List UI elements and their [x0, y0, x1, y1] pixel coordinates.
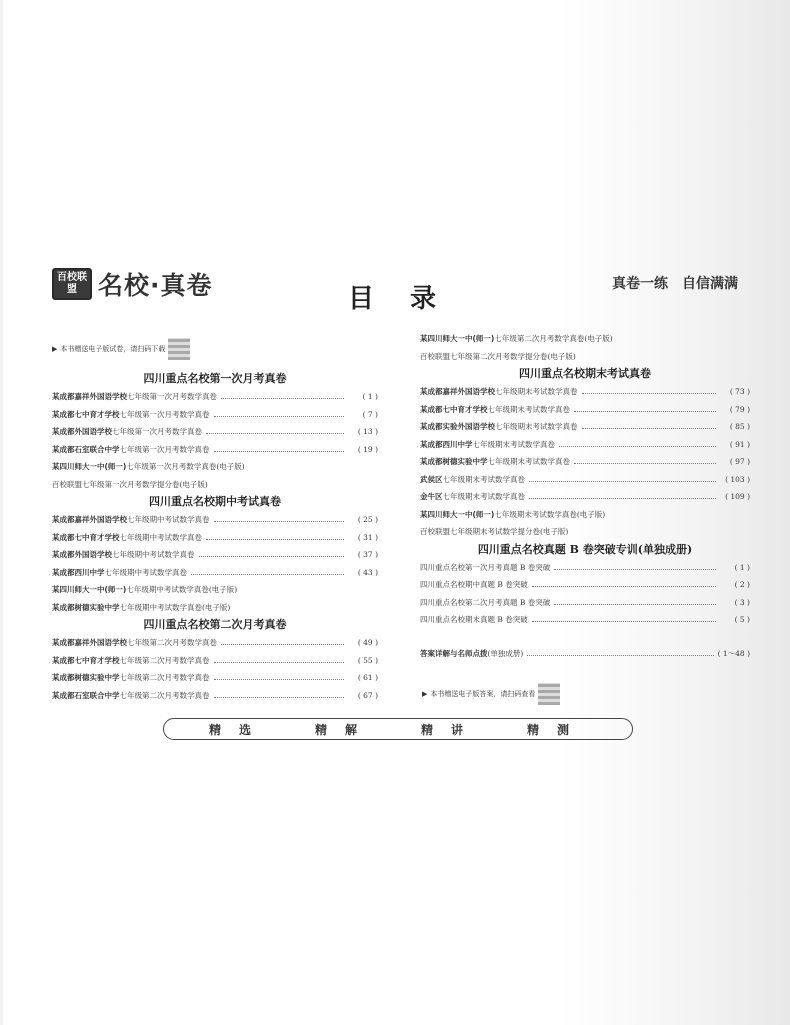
- page-edge: [0, 0, 3, 1025]
- entry-page: ( 103 ): [725, 474, 750, 484]
- entry-page: ( 2 ): [734, 580, 750, 590]
- entry-name: 七年级期末考试数学真卷: [495, 422, 578, 432]
- entry-school: 某成都西川中学: [52, 567, 105, 577]
- entry-page: ( 85 ): [729, 422, 750, 432]
- toc-entry[interactable]: [420, 559, 750, 577]
- entry-school: 某成都树德实验中学: [52, 673, 120, 683]
- brand-logo: [52, 266, 213, 302]
- entry-school: 某成都嘉祥外国语学校: [52, 515, 127, 525]
- entry-name: 七年级第一次月考数学真卷: [112, 427, 202, 437]
- leader-dots: [527, 655, 713, 656]
- page-title: 目录: [348, 284, 473, 314]
- leader-dots: [206, 539, 344, 540]
- entry-page: ( 1～48 ): [717, 648, 750, 658]
- leader-dots: [532, 586, 716, 587]
- qr-note-text: 本书赠送电子版试卷，请扫码下载: [60, 345, 166, 353]
- banner-word: 精讲: [420, 722, 481, 737]
- entry-school: 武侯区: [420, 474, 443, 484]
- entry-school: 某成都树德实验中学: [420, 457, 488, 467]
- entry-page: ( 7 ): [362, 409, 378, 419]
- toc-entry[interactable]: [420, 453, 750, 471]
- toc-entry[interactable]: [52, 546, 378, 564]
- banner-word: 精选: [208, 722, 269, 737]
- toc-entry[interactable]: [420, 471, 750, 489]
- toc-entry[interactable]: [52, 581, 378, 599]
- leader-dots: [199, 556, 345, 557]
- entry-school: 某四川师大一中(师一): [420, 509, 495, 519]
- section-title: 四川重点名校第二次月考真卷: [143, 618, 287, 631]
- entry-school: 某成都树德实验中学: [52, 602, 120, 612]
- entry-name: 七年级期末考试数学真卷(电子版): [494, 509, 606, 519]
- entry-page: ( 19 ): [357, 444, 378, 454]
- entry-name: 百校联盟七年级期末考试数学提分卷(电子版): [420, 527, 569, 537]
- toc-entry[interactable]: [420, 611, 750, 629]
- entry-name: 七年级期中考试数学真卷(电子版): [126, 585, 238, 595]
- entry-school: 某成都七中育才学校: [52, 532, 120, 542]
- slogan-banner: [163, 718, 633, 740]
- entry-name: 七年级第一次月考数学真卷: [119, 409, 210, 419]
- toc-entry[interactable]: [52, 564, 378, 582]
- entry-school: 某成都七中育才学校: [52, 655, 120, 665]
- entry-name: 百校联盟七年级第一次月考数学提分卷(电子版): [52, 479, 208, 489]
- entry-school: 某四川师大一中(师一): [52, 462, 127, 472]
- entry-page: ( 49 ): [357, 638, 378, 648]
- leader-dots: [529, 498, 716, 499]
- toc-entry[interactable]: [52, 476, 378, 494]
- section-title: 四川重点名校第一次月考真卷: [143, 372, 287, 385]
- entry-school: 金牛区: [420, 492, 443, 502]
- entry-name: 七年级第二次月考数学真卷: [127, 638, 217, 648]
- toc-entry[interactable]: [420, 523, 750, 541]
- entry-name: 四川重点名校第一次月考真题 B 卷突破: [420, 562, 551, 572]
- toc-entry[interactable]: [420, 436, 750, 454]
- entry-page: ( 97 ): [729, 457, 750, 467]
- spacer: [420, 629, 750, 645]
- entry-page: ( 1 ): [734, 562, 750, 572]
- logo-badge: 百校联盟: [52, 268, 92, 300]
- entry-name: 七年级期中考试数学真卷: [112, 550, 195, 560]
- entry-page: ( 61 ): [357, 673, 378, 683]
- toc-entry[interactable]: [420, 383, 750, 401]
- arrow-icon: ▶: [422, 690, 428, 698]
- leader-dots: [191, 574, 344, 575]
- leader-dots: [214, 416, 345, 417]
- toc-entry[interactable]: [52, 652, 378, 670]
- toc-entry[interactable]: [52, 599, 378, 617]
- toc-entry[interactable]: [52, 406, 378, 424]
- entry-name: 四川重点名校第二次月考真题 B 卷突破: [420, 597, 551, 607]
- entry-school: 答案详解与名师点拨: [420, 648, 488, 658]
- leader-dots: [582, 428, 717, 429]
- entry-school: 某四川师大一中(师一): [420, 334, 495, 344]
- leader-dots: [532, 621, 716, 622]
- leader-dots: [214, 697, 345, 698]
- leader-dots: [559, 446, 716, 447]
- entry-school: 某成都石室联合中学: [52, 444, 120, 454]
- entry-name: 七年级第一次月考数学真卷: [127, 392, 217, 402]
- toc-entry[interactable]: [420, 576, 750, 594]
- entry-name: 百校联盟七年级第二次月考数学提分卷(电子版): [420, 351, 576, 361]
- toc-entry[interactable]: [52, 388, 378, 406]
- entry-name: 四川重点名校期中真题 B 卷突破: [420, 580, 528, 590]
- leader-dots: [574, 463, 716, 464]
- entry-page: ( 91 ): [729, 439, 750, 449]
- entry-school: 某成都七中育才学校: [420, 404, 488, 414]
- toc-entry[interactable]: [420, 330, 750, 348]
- entry-name: 七年级第二次月考数学真卷(电子版): [494, 334, 613, 344]
- leader-dots: [214, 679, 345, 680]
- entry-name: 七年级第二次月考数学真卷: [119, 690, 210, 700]
- banner-word: 精测: [526, 722, 587, 737]
- entry-name: 七年级期中考试数学真卷(电子版): [119, 602, 231, 612]
- entry-name: 七年级期末考试数学真卷: [487, 404, 570, 414]
- entry-name: 七年级期中考试数学真卷: [104, 567, 187, 577]
- qr-note-right: [422, 683, 560, 705]
- entry-name: 七年级期中考试数学真卷: [127, 515, 210, 525]
- entry-name: 四川重点名校期末真题 B 卷突破: [420, 615, 528, 625]
- toc-entry[interactable]: [420, 418, 750, 436]
- entry-school: 某成都西川中学: [420, 439, 473, 449]
- entry-page: ( 79 ): [729, 404, 750, 414]
- leader-dots: [221, 644, 344, 645]
- qr-code-icon[interactable]: [168, 338, 190, 360]
- entry-page: ( 31 ): [357, 532, 378, 542]
- leader-dots: [214, 451, 345, 452]
- toc-entry[interactable]: [52, 634, 378, 652]
- toc-entry[interactable]: [52, 458, 378, 476]
- banner-word: 精解: [314, 722, 375, 737]
- entry-page: ( 25 ): [357, 515, 378, 525]
- entry-school: 某成都嘉祥外国语学校: [52, 392, 127, 402]
- entry-page: ( 13 ): [357, 427, 378, 437]
- entry-school: 某成都外国语学校: [52, 427, 112, 437]
- leader-dots: [214, 521, 345, 522]
- entry-page: ( 55 ): [357, 655, 378, 665]
- leader-dots: [529, 481, 716, 482]
- toc-left-column: [52, 370, 378, 704]
- entry-page: ( 73 ): [729, 387, 750, 397]
- logo-text: 名校·真卷: [98, 271, 213, 300]
- toc-entry[interactable]: [52, 441, 378, 459]
- qr-note-left: [52, 338, 190, 360]
- qr-note-text: 本书赠送电子版答案，请扫码查看: [430, 690, 536, 698]
- entry-school: 某成都石室联合中学: [52, 690, 120, 700]
- leader-dots: [574, 411, 716, 412]
- toc-entry[interactable]: [420, 348, 750, 366]
- answer-entry[interactable]: [420, 645, 750, 663]
- entry-page: ( 1 ): [362, 392, 378, 402]
- entry-name: (单独成册): [487, 648, 524, 658]
- entry-name: 七年级期末考试数学真卷: [472, 439, 555, 449]
- toc-entry[interactable]: [420, 506, 750, 524]
- leader-dots: [554, 569, 716, 570]
- entry-name: 七年级期末考试数学真卷: [442, 474, 525, 484]
- leader-dots: [214, 662, 345, 663]
- slogan: 真卷一练 自信满满: [612, 276, 738, 292]
- entry-name: 七年级第一次月考数学真卷: [119, 444, 210, 454]
- qr-code-icon[interactable]: [538, 683, 560, 705]
- toc-entry[interactable]: [52, 669, 378, 687]
- toc-entry[interactable]: [52, 423, 378, 441]
- entry-school: 某成都实验外国语学校: [420, 422, 495, 432]
- entry-name: 七年级第二次月考数学真卷: [119, 673, 210, 683]
- entry-name: 七年级期末考试数学真卷: [495, 387, 578, 397]
- entry-page: ( 109 ): [725, 492, 750, 502]
- entry-page: ( 43 ): [357, 567, 378, 577]
- toc-entry[interactable]: [52, 687, 378, 705]
- toc-entry[interactable]: [420, 401, 750, 419]
- toc-entry[interactable]: [420, 594, 750, 612]
- arrow-icon: ▶: [52, 345, 58, 353]
- leader-dots: [554, 604, 716, 605]
- entry-school: 某成都外国语学校: [52, 550, 112, 560]
- toc-entry[interactable]: [52, 511, 378, 529]
- leader-dots: [221, 398, 344, 399]
- leader-dots: [582, 393, 717, 394]
- entry-page: ( 67 ): [357, 690, 378, 700]
- leader-dots: [206, 433, 344, 434]
- entry-school: 某成都嘉祥外国语学校: [420, 387, 495, 397]
- entry-name: 七年级期末考试数学真卷: [442, 492, 525, 502]
- entry-name: 七年级第二次月考数学真卷: [119, 655, 210, 665]
- section-title: 四川重点名校期末考试真卷: [519, 367, 651, 380]
- entry-school: 某成都七中育才学校: [52, 409, 120, 419]
- section-title: 四川重点名校期中考试真卷: [149, 495, 281, 508]
- entry-page: ( 3 ): [734, 597, 750, 607]
- toc-right-column: [420, 330, 750, 662]
- entry-name: 七年级期末考试数学真卷: [487, 457, 570, 467]
- toc-entry[interactable]: [420, 488, 750, 506]
- entry-page: ( 37 ): [357, 550, 378, 560]
- entry-school: 某四川师大一中(师一): [52, 585, 127, 595]
- entry-name: 七年级期中考试数学真卷: [119, 532, 202, 542]
- section-title: 四川重点名校真题 B 卷突破专训(单独成册): [477, 542, 693, 556]
- entry-page: ( 5 ): [734, 615, 750, 625]
- entry-name: 七年级第一次月考数学真卷(电子版): [126, 462, 245, 472]
- toc-entry[interactable]: [52, 529, 378, 547]
- entry-school: 某成都嘉祥外国语学校: [52, 638, 127, 648]
